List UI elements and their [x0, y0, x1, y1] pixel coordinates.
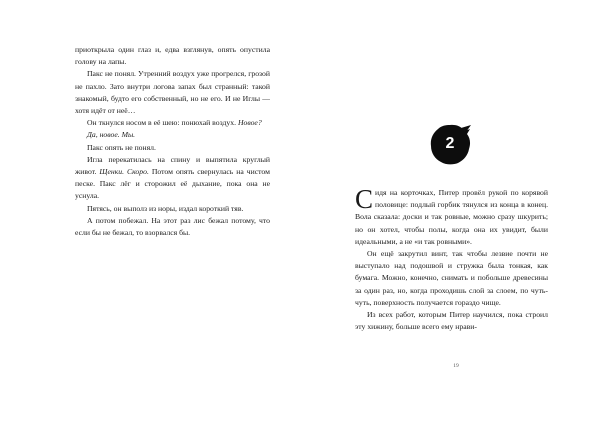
drop-cap: С [355, 184, 374, 214]
paragraph: Да, новое. Мы. [87, 130, 136, 140]
right-page-text [355, 184, 548, 333]
paragraph: Из всех работ, которым Питер научился, пока строил эту хижину, больше всего ему нрави- [355, 310, 548, 332]
left-page-text [75, 44, 270, 239]
paragraph [75, 117, 270, 129]
paragraph [355, 184, 548, 248]
page-number: 19 [453, 363, 459, 369]
paragraph: приоткрыла один глаз и, едва взглянув, опять опустила голову на лапы. [75, 45, 270, 67]
chapter-number: 2 [445, 135, 455, 152]
paragraph-text: идя на корточках, Питер провёл рукой по корявой половице: подлый горбик тянулся из конца в конец. Вола сказала: доски и так ровные, можно сразу шкурить; но он хотел, чтобы полы, когда она их увидит, были идеальными, а не «и так ровными». [355, 188, 548, 246]
paragraph: А потом побежал. На этот раз лис бежал потому, что если бы не бежал, то взорвался бы. [75, 215, 270, 238]
paragraph: Пакс не понял. Утренний воздух уже прогрелся, грозой не пахло. Зато внутри логова запах был странный: такой знакомый, будто его собственный, но не его. И не Иглы — хотя идёт от неё… [75, 69, 270, 116]
paragraph: Он ещё закрутил винт, так чтобы лезвие почти не выступало над подошвой и стружка была тонкая, как бумага. Можно, конечно, снимать и побольше древесины за один раз, но, когда проходишь слой за слоем, по чуть-чуть, поверхность получается гораздо чище. [355, 249, 548, 307]
paragraph: Пакс опять не понял. [87, 142, 156, 152]
paragraph: Игла перекатилась на спину и выпятила круглый живот. Щенки. Скоро. Потом опять свернулась на чистом песке. Пакс лёг и сторожил её дыхание, пока она не уснула. [75, 154, 270, 201]
paragraph: Пятясь, он выполз из норы, издал короткий тяв. [87, 203, 244, 213]
chapter-number-mark [428, 122, 472, 166]
paragraph-text: Он ткнулся носом в её шею: понюхай воздух. Новое? [87, 118, 262, 128]
